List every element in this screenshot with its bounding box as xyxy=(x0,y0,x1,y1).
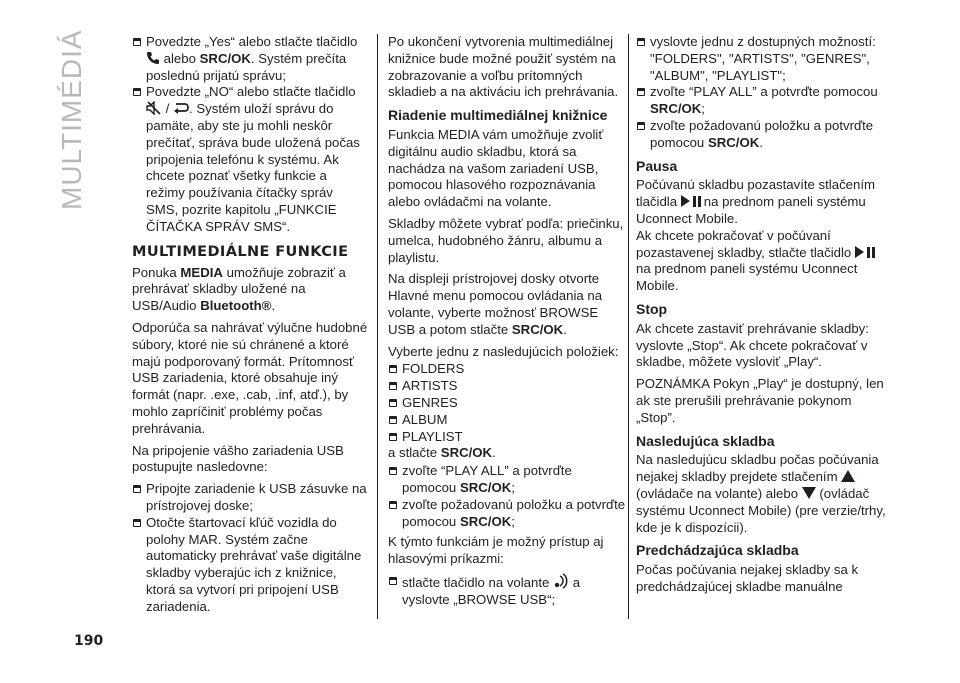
voice-command-icon xyxy=(553,573,569,589)
pause-icon xyxy=(867,247,870,258)
list-item: ARTISTS xyxy=(388,378,626,395)
list-item: Otočte štartovací kľúč vozidla do polohy MAR. Systém začne automaticky prehrávať vaše digitálne skladby vyberajúc ich z knižnice, ktorá sa vytvorí pri pripojení USB zariadenia. xyxy=(132,515,368,616)
mute-icon xyxy=(146,101,162,115)
list-item: Pripojte zariadenie k USB zásuvke na prístrojovej doske; xyxy=(132,481,368,515)
arrow-up-icon xyxy=(841,470,855,482)
paragraph: Vyberte jednu z nasledujúcich položiek: xyxy=(388,343,619,359)
list-item: PLAYLIST xyxy=(388,429,626,446)
list-item: Povedzte „NO“ alebo stlačte tlačidlo / . Systém uloží správu do pamäte, aby ste ju mohli neskôr prečítať, správa bude uložená počas pripojenia telefónu k systému. Ak chcete poznať všetky funkcie a režimy používania čítačky správ SMS, pozrite kapitolu „FUNKCIE ČÍTAČKA SPRÁV SMS“. xyxy=(132,84,368,235)
play-icon xyxy=(855,246,864,258)
paragraph: Funkcia MEDIA vám umožňuje zvoliť digitálnu audio skladbu, ktorá sa nachádza na vašom zariadení USB, pomocou hlasového rozpoznávania alebo ovládačmi na volante. xyxy=(388,126,604,210)
section-heading: Nasledujúca skladba xyxy=(636,432,775,449)
list-item: ALBUM xyxy=(388,412,626,429)
paragraph: Ponuka MEDIA umožňuje zobraziť a prehrávať skladby uložené na USB/Audio Bluetooth®. xyxy=(132,264,346,314)
section-heading: Stop xyxy=(636,300,668,317)
play-icon xyxy=(681,195,690,207)
section-heading: Pausa xyxy=(636,157,678,174)
paragraph: Počúvanú skladbu pozastavíte stlačením tlačidla na prednom paneli systému Uconnect Mobile. xyxy=(636,177,875,226)
paragraph: Ak chcete zastaviť prehrávanie skladby: vyslovte „Stop“. Ak chcete pokračovať v skladbe, môžete vysloviť „Play“. xyxy=(636,320,869,370)
paragraph: Na pripojenie vášho zariadenia USB postupujte nasledovne: xyxy=(132,442,344,475)
paragraph: Počas počúvania nejakej skladby sa k predchádzajúcej skladbe manuálne xyxy=(636,562,859,594)
list-item: GENRES xyxy=(388,395,626,412)
paragraph: Odporúča sa nahrávať výlučne hudobné súbory, ktoré nie sú chránené a ktoré majú podporovaný formát. Prítomnosť USB zariadenia, ktoré obsahuje iný formát (napr. .exe, .cab, .inf, atď.), by mohlo zapríčiniť problémy počas prehrávania. xyxy=(132,319,368,436)
paragraph: Skladby môžete vybrať podľa: priečinku, umelca, hudobného žánru, albumu a playlistu. xyxy=(388,215,624,265)
page-number: 190 xyxy=(74,633,104,649)
phone-icon xyxy=(146,51,160,65)
list-item: vyslovte jednu z dostupných možností: "FOLDERS", "ARTISTS", "GENRES", "ALBUM", "PLAYLIST"; xyxy=(636,34,886,84)
pause-icon xyxy=(693,196,696,207)
list-item: stlačte tlačidlo na volante a vyslovte „BROWSE USB“; xyxy=(388,573,626,609)
column-1 xyxy=(132,34,368,616)
return-arrow-icon xyxy=(173,101,189,115)
paragraph: POZNÁMKA Pokyn „Play“ je dostupný, len ak ste prerušili prehrávanie pokynom „Stop”. xyxy=(636,376,884,425)
side-title-text: MULTIMÉDIÁ xyxy=(56,29,87,210)
paragraph: Na nasledujúcu skladbu počas počúvania nejakej skladby prejdete stlačením (ovládače na volante) alebo (ovládač systému Uconnect Mobile) (pre verzie/trhy, kde je k dispozícii). xyxy=(636,452,886,535)
paragraph: K týmto funkciám je možný prístup aj hlasovými príkazmi: xyxy=(388,534,604,567)
paragraph: Ak chcete pokračovať v počúvaní pozastavenej skladby, stlačte tlačidlo na prednom paneli systému Uconnect Mobile. xyxy=(636,228,886,295)
list-item: zvoľte “PLAY ALL” a potvrďte pomocou SRC/OK; xyxy=(388,463,626,497)
list-item: Povedzte „Yes“ alebo stlačte tlačidlo alebo SRC/OK. Systém prečíta poslednú prijatú správu; xyxy=(132,34,368,84)
column-divider xyxy=(628,34,629,619)
section-heading: Riadenie multimediálnej knižnice xyxy=(388,107,608,124)
paragraph: Na displeji prístrojovej dosky otvorte Hlavné menu pomocou ovládania na volante, vyberte možnosť BROWSE USB a potom stlačte SRC/OK. xyxy=(388,271,603,337)
column-2 xyxy=(388,34,626,609)
list-item: zvoľte “PLAY ALL” a potvrďte pomocou SRC/OK; xyxy=(636,84,886,118)
side-section-title xyxy=(56,29,106,210)
column-divider xyxy=(377,34,378,619)
paragraph: Po ukončení vytvorenia multimediálnej knižnice bude možné použiť systém na zobrazovanie a voľbu prítomných skladieb a na aktiváciu ich prehrávania. xyxy=(388,34,619,100)
section-heading: Predchádzajúca skladba xyxy=(636,542,799,559)
paragraph: a stlačte SRC/OK. xyxy=(388,445,496,461)
arrow-down-icon xyxy=(802,487,816,499)
list-item: zvoľte požadovanú položku a potvrďte pomocou SRC/OK. xyxy=(636,118,886,152)
column-3 xyxy=(636,34,886,601)
section-heading: MULTIMEDIÁLNE FUNKCIE xyxy=(132,243,349,260)
list-item: zvoľte požadovanú položku a potvrďte pomocou SRC/OK; xyxy=(388,497,626,531)
list-item: FOLDERS xyxy=(388,361,626,378)
